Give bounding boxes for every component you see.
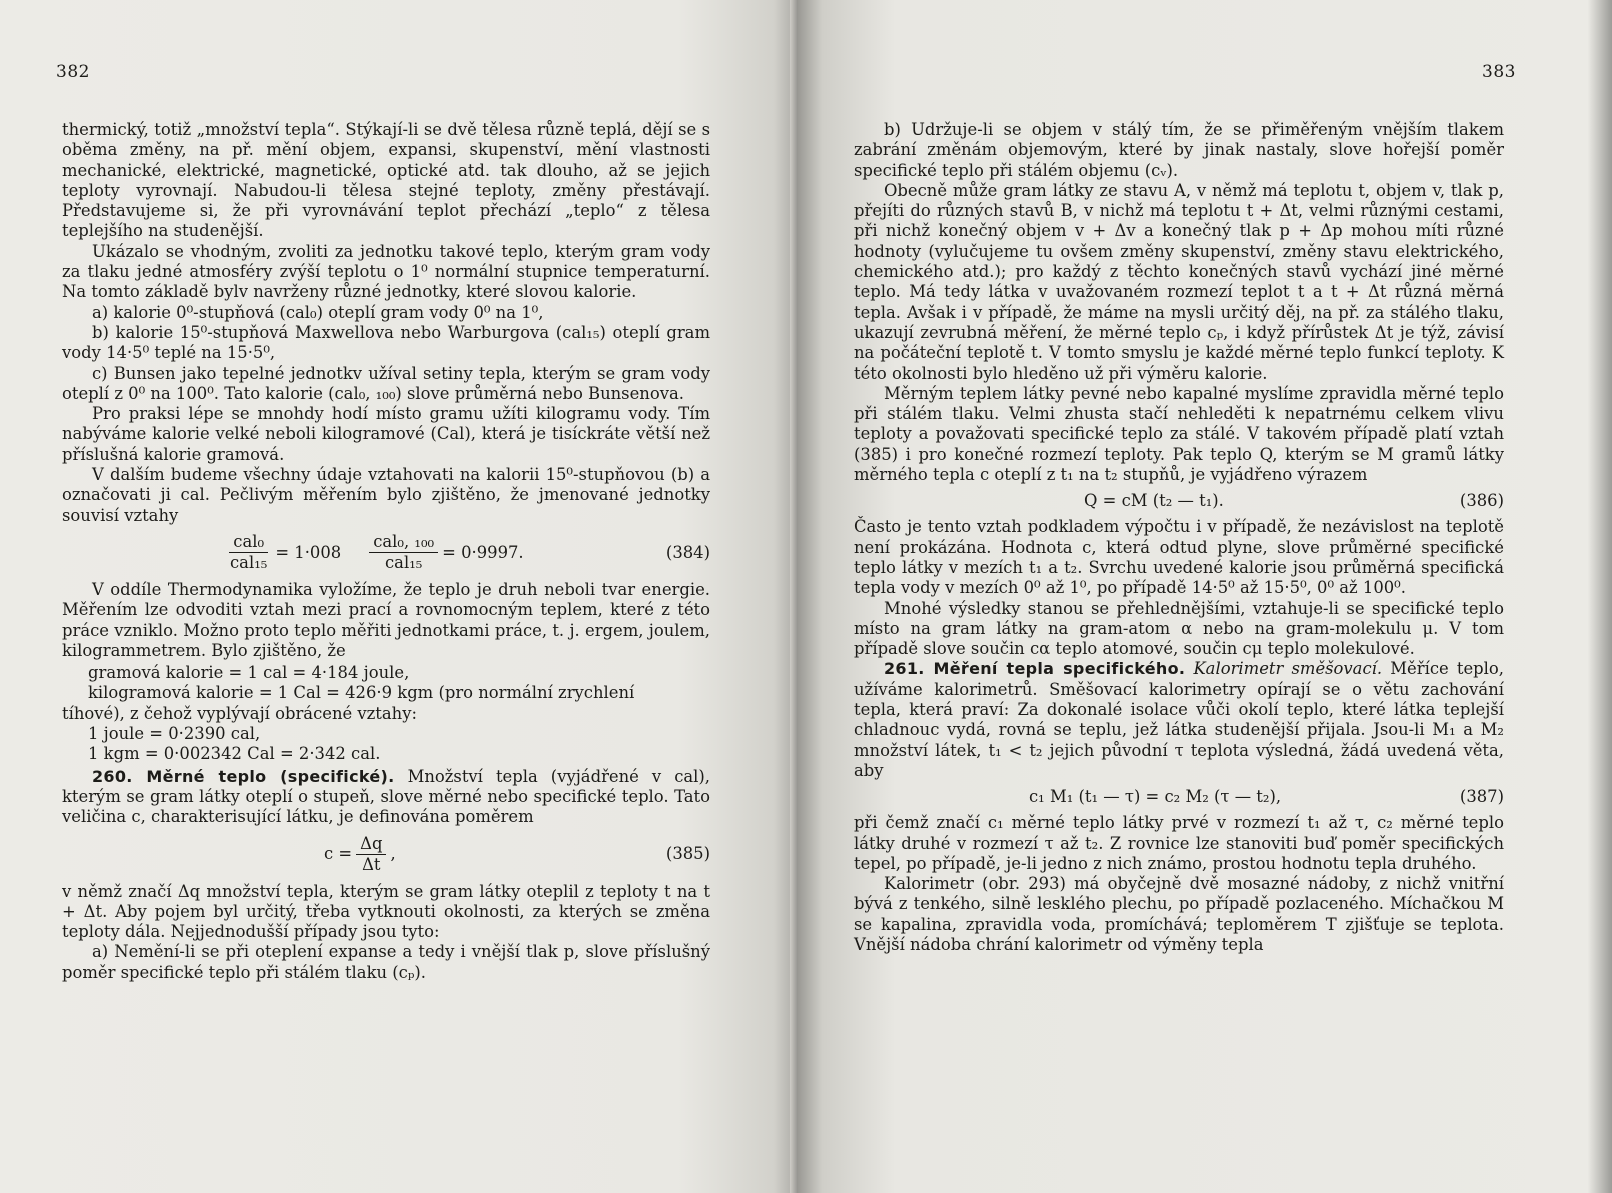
equation-number: (387) [1459, 787, 1504, 807]
section-subtitle: Kalorimetr směšovací. [1185, 659, 1383, 679]
section-260 [62, 767, 710, 828]
list-item: c) Bunsen jako tepelné jednotkv užíval setiny tepla, kterým se gram vody oteplí z 0⁰ na 100⁰. Tato kalorie (cal₀, ₁₀₀) slove průměrná nebo Bunsenova. [62, 363, 710, 403]
right-page-text [854, 120, 1504, 955]
equation-value: = 0·9997. [442, 542, 524, 562]
denominator: cal₁₅ [385, 553, 423, 573]
section-heading: 260. Měrné teplo (specifické). [92, 766, 395, 786]
section-text: Množství tepla (vyjádřené v cal), kterým se gram látky oteplí o stupeň, slove měrné nebo specifické teplo. Tato veličina c, charakterisující látku, je definována poměrem [62, 766, 711, 827]
numerator: Δq [356, 834, 386, 855]
numerator: cal₀ [229, 532, 268, 553]
denominator: cal₁₅ [230, 553, 268, 573]
paragraph: Ukázalo se vhodným, zvoliti za jednotku takové teplo, kterým gram vody za tlaku jedné atmosféry zvýší teplotu o 1⁰ normální stupnice temperaturní. Na tomto základě bylv navrženy různé jednotky, které slovou kalorie. [62, 241, 710, 302]
relation-line: kilogramová kalorie = 1 Cal = 426·9 kgm (pro normální zrychlení [88, 683, 635, 703]
page-number-right: 383 [1482, 62, 1516, 82]
equation-385 [324, 832, 710, 878]
left-page [0, 0, 798, 1193]
paragraph: Kalorimetr (obr. 293) má obyčejně dvě mosazné nádoby, z nichž vnitřní bývá z tenkého, silně lesklého plechu, po případě pozlaceného. Míchačkou M se kapalina, zpravidla voda, promíchává; teploměrem T zjišťuje se teplota. Vnější nádoba chrání kalorimetr od výměny tepla [854, 874, 1504, 954]
left-page-text [62, 120, 710, 983]
list-item: a) kalorie 0⁰-stupňová (cal₀) oteplí gram vody 0⁰ na 1⁰, [92, 302, 544, 322]
relation-line: tíhové), z čehož vyplývají obrácené vztahy: [62, 703, 418, 723]
equation-expression: c₁ M₁ (t₁ — τ) = c₂ M₂ (τ — t₂), [1029, 787, 1282, 807]
page-number-left: 382 [56, 62, 90, 82]
equation-number: (385) [665, 844, 710, 864]
equation-tail: , [390, 844, 396, 864]
fraction [356, 834, 386, 876]
right-page [798, 0, 1612, 1193]
paragraph: thermický, totiž „množství tepla“. Stýkají-li se dvě tělesa různě teplá, dějí se s oběma změny, na př. mění objem, expansi, skupenství, mění vlastnosti mechanické, elektrické, magnetické, optické atd. tak dlouho, až se jejich teploty vyrovnají. Nabudou-li tělesa stejné teploty, změny přestávají. Představujeme si, že při vyrovnávání teplot přechází „teplo“ z tělesa teplejšího na studenější. [62, 120, 710, 241]
list-item: a) Nemění-li se při oteplení expanse a tedy i vnější tlak p, slove příslušný poměr specifické teplo při stálém tlaku (cₚ). [62, 942, 710, 982]
paragraph: při čemž značí c₁ měrné teplo látky prvé v rozmezí t₁ až τ, c₂ měrné teplo látky druhé v rozmezí τ až t₂. Z rovnice lze stanoviti buď poměr specifických tepel, po případě, je-li jedno z nich známo, prostou hodnotu tepla druhého. [854, 813, 1504, 873]
section-text: Měříce teplo, užíváme kalorimetrů. Směšovací kalorimetry opírají se o větu zachování tepla, která praví: Za dokonalé isolace vůči okolí teplo, které látka teplejší chladnouc vydá, rovná se teplu, jež látka studenější přijala. Jsou-li M₁ a M₂ množství látek, t₁ < t₂ jejich původní τ teplota výsledná, žádá uvedená věta, aby [854, 659, 1504, 780]
paragraph: V oddíle Thermodynamika vyložíme, že teplo je druh neboli tvar energie. Měřením lze odvoditi vztah mezi prací a rovnomocným teplem, které z této práce vzniklo. Možno proto teplo měřiti jednotkami práce, t. j. ergem, joulem, kilogrammetrem. Bylo zjištěno, že [62, 579, 710, 660]
paragraph: Mnohé výsledky stanou se přehlednějšími, vztahuje-li se specifické teplo místo na gram látky na gram-atom α nebo na gram-molekulu μ. V tom případě slove součin cα teplo atomové, součin cμ teplo molekulové. [854, 598, 1504, 659]
denominator: Δt [362, 855, 381, 874]
paragraph: Obecně může gram látky ze stavu A, v němž má teplotu t, objem v, tlak p, přejíti do různých stavů B, v nichž má teplotu t + Δt, velmi různými cestami, při nichž konečný objem v + Δv a konečný tlak p + Δp mohou míti různé hodnoty (vylučujeme tu ovšem změny skupenství, změny stavu elektrického, chemického atd.); pro každý z těchto konečných stavů vychází jiné měrné teplo. Má tedy látka v uvažovaném rozmezí teplot t a t + Δt různá měrná tepla. Avšak i v případě, že máme na mysli určitý děj, na př. za stálého tlaku, ukazují zevrubná měření, že měrné teplo cₚ, i když přírůstek Δt je týž, závisí na počáteční teplotě t. V tomto smyslu je každé měrné teplo funkcí teploty. K této okolnosti bylo hleděno už při výměru kalorie. [854, 180, 1504, 383]
list-item: b) kalorie 15⁰-stupňová Maxwellova nebo Warburgova (cal₁₅) oteplí gram vody 14·5⁰ teplé na 15·5⁰, [62, 322, 710, 363]
paragraph: Často je tento vztah podkladem výpočtu i v případě, že nezávislost na teplotě není prokázána. Hodnota c, která odtud plyne, slove průměrné specifické teplo látky v mezích t₁ a t₂. Svrchu uvedené kalorie jsou průměrná specifická tepla vody v mezích 0⁰ až 1⁰, po případě 14·5⁰ až 15·5⁰, 0⁰ až 100⁰. [854, 517, 1504, 598]
equation-expression: Q = cM (t₂ — t₁). [1084, 491, 1224, 511]
fraction [226, 532, 271, 574]
relation-line: gramová kalorie = 1 cal = 4·184 joule, [88, 663, 410, 683]
paragraph: Pro praksi lépe se mnohdy hodí místo gramu užíti kilogramu vody. Tím nabýváme kalorie velké neboli kilogramové (Cal), která je tisíckráte větší než příslušná kalorie gramová. [62, 404, 710, 464]
equation-number: (384) [665, 542, 710, 562]
numerator: cal₀, ₁₀₀ [369, 532, 438, 553]
relations-block [62, 663, 710, 764]
equation-lhs: c = [324, 844, 353, 864]
section-261 [854, 659, 1504, 781]
list-item: b) Udržuje-li se objem v stálý tím, že se přiměřeným vnějším tlakem zabrání změnám objemovým, které by jinak nastaly, slove hořejší poměr specifické teplo při stálém objemu (cᵥ). [854, 120, 1504, 180]
paragraph: Měrným teplem látky pevné nebo kapalné myslíme zpravidla měrné teplo při stálém tlaku. Velmi zhusta stačí nehleděti k nepatrnému celkem vlivu teploty a považovati specifické teplo za stálé. V takovém případě platí vztah (385) i pro konečné rozmezí teploty. Pak teplo Q, kterým se M gramů látky měrného tepla c oteplí z t₁ na t₂ stupňů, je vyjádřeno výrazem [854, 383, 1504, 485]
equation-384 [222, 530, 710, 576]
relation-line: 1 joule = 0·2390 cal, [88, 724, 261, 744]
equation-number: (386) [1459, 491, 1504, 511]
relation-line: 1 kgm = 0·002342 Cal = 2·342 cal. [88, 744, 381, 764]
equation-387 [854, 785, 1504, 809]
section-heading: 261. Měření tepla specifického. [884, 659, 1186, 679]
paragraph: v němž značí Δq množství tepla, kterým se gram látky oteplil z teploty t na t + Δt. Aby pojem byl určitý, třeba vytknouti okolnosti, za kterých se změna teploty dála. Nejjednodušší případy jsou tyto: [62, 881, 710, 942]
paragraph: V dalším budeme všechny údaje vztahovati na kalorii 15⁰-stupňovou (b) a označovati ji cal. Pečlivým měřením bylo zjištěno, že jmenované jednotky souvisí vztahy [62, 465, 710, 525]
equation-386 [854, 489, 1504, 513]
equation-value: = 1·008 [275, 542, 342, 562]
fraction [369, 532, 438, 574]
